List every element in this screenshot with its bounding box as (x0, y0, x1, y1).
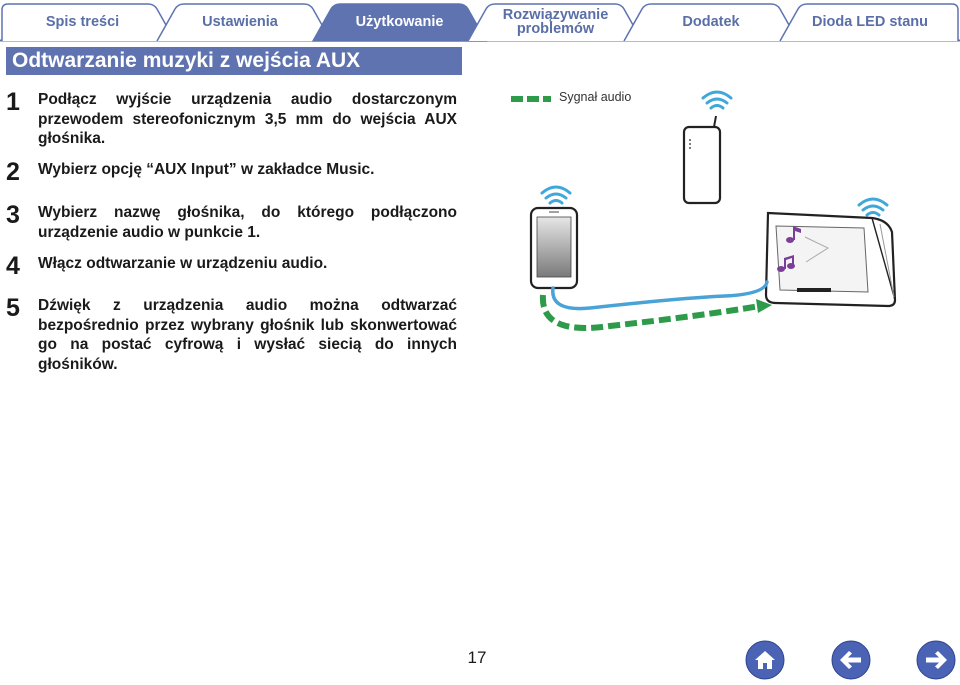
next-page-button[interactable] (916, 640, 956, 680)
wifi-icon (703, 92, 731, 108)
step-number: 3 (6, 201, 20, 229)
legend-label-audio-signal: Sygnał audio (559, 90, 632, 104)
step-text: Podłącz wyjście urządzenia audio dostarczonym przewodem stereofonicznym 3,5 mm do wejścia AUX głośnika. (38, 91, 457, 147)
tab-uzytkowanie[interactable]: Użytkowanie (355, 14, 444, 30)
page-title: Odtwarzanie muzyki z wejścia AUX (6, 47, 462, 75)
step-number: 5 (6, 294, 20, 322)
arrow-left-icon (831, 640, 871, 680)
step-text: Dźwięk z urządzenia audio można odtwarzać bezpośrednio przez wybrany głośnik lub skonwertować go na postać cyfrową i wysłać siecią do innych głośników. (38, 297, 457, 373)
step-text: Włącz odtwarzanie w urządzeniu audio. (38, 255, 328, 272)
tab-dioda-led-stanu[interactable]: Dioda LED stanu (811, 14, 928, 30)
page-number: 17 (467, 648, 487, 667)
step-number: 1 (6, 88, 20, 116)
aux-cable (553, 282, 767, 309)
tab-bar (0, 0, 960, 42)
home-button[interactable] (745, 640, 785, 680)
tab-rozwiazywanie-problemow[interactable]: Rozwiązywanie problemów (502, 7, 609, 37)
wifi-icon (542, 187, 570, 203)
step-text: Wybierz nazwę głośnika, do którego podłączono urządzenie audio w punkcie 1. (38, 204, 457, 241)
step-number: 2 (6, 158, 20, 186)
home-icon (745, 640, 785, 680)
legend-signal-line (511, 96, 551, 102)
smartphone-icon (531, 208, 577, 288)
tab-ustawienia[interactable]: Ustawienia (202, 14, 278, 30)
wifi-icon (859, 199, 887, 215)
tab-spis-tresci[interactable]: Spis treści (45, 14, 120, 30)
aux-connection-illustration (505, 80, 955, 360)
wireless-bridge-device (684, 116, 720, 203)
previous-page-button[interactable] (831, 640, 871, 680)
arrow-right-icon (916, 640, 956, 680)
step-number: 4 (6, 252, 20, 280)
tab-dodatek[interactable]: Dodatek (682, 14, 740, 30)
step-text: Wybierz opcję “AUX Input” w zakładce Music. (38, 161, 375, 178)
